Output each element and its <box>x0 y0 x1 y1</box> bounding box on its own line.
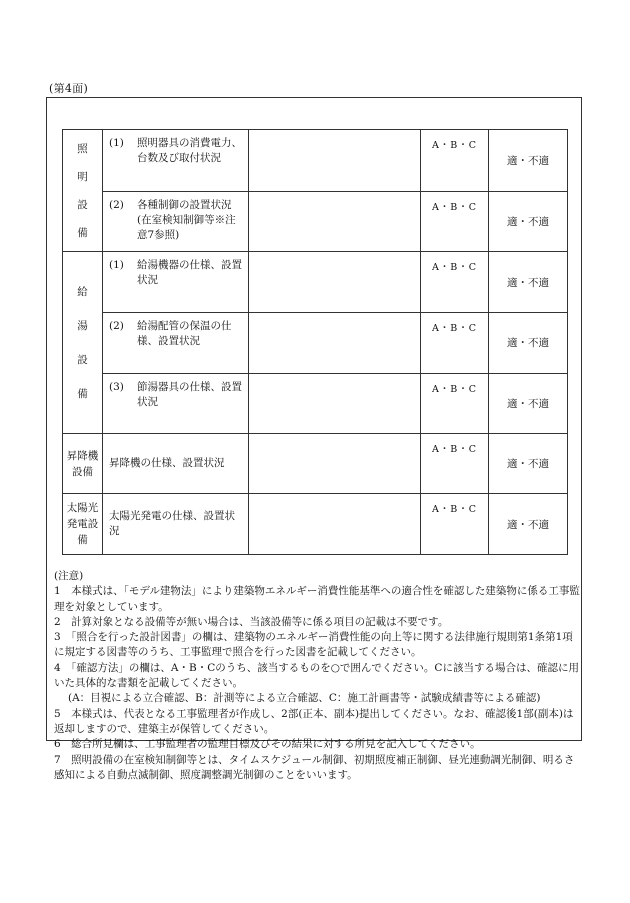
note-1: 1 本様式は、「モデル建物法」により建築物エネルギー消費性能基準への適合性を確認した建築物に係る工事監理を対象としています。 <box>54 585 580 613</box>
table-row <box>63 313 568 373</box>
method-cell[interactable]: A・B・C <box>421 494 489 555</box>
design-doc-cell[interactable] <box>249 252 421 313</box>
design-doc-cell[interactable] <box>249 313 421 373</box>
table-row <box>63 434 568 494</box>
category-elevator: 昇降機 設備 <box>63 434 103 494</box>
judgment-cell[interactable]: 適・不適 <box>489 313 568 373</box>
item-hot-water-3: (3) 節湯器具の仕様、設置状況 <box>103 373 249 433</box>
judgment-cell[interactable]: 適・不適 <box>489 252 568 313</box>
inspection-table <box>62 129 568 555</box>
category-lighting: 照 明 設 備 <box>63 130 103 252</box>
method-cell[interactable]: A・B・C <box>421 313 489 373</box>
note-4-legend: (A：目視による立合確認、B：計測等による立合確認、C：施工計画書等・試験成績書等による確認) <box>68 692 541 705</box>
category-solar: 太陽光 発電設備 <box>63 494 103 555</box>
judgment-cell[interactable]: 適・不適 <box>489 494 568 555</box>
method-cell[interactable]: A・B・C <box>421 434 489 494</box>
item-hot-water-1: (1) 給湯機器の仕様、設置状況 <box>103 252 249 313</box>
judgment-cell[interactable]: 適・不適 <box>489 373 568 433</box>
design-doc-cell[interactable] <box>249 130 421 192</box>
table-row <box>63 494 568 555</box>
judgment-cell[interactable]: 適・不適 <box>489 434 568 494</box>
note-4: 4 「確認方法」の欄は、A・B・Cのうち、該当するものを○で囲んでください。Cに該当する場合は、確認に用いた具体的な書類を記載してください。 <box>54 661 579 690</box>
item-elevator: 昇降機の仕様、設置状況 <box>103 434 249 494</box>
category-hot-water: 給 湯 設 備 <box>63 252 103 434</box>
method-cell[interactable]: A・B・C <box>421 130 489 192</box>
note-5: 5 本様式は、代表となる工事監理者が作成し、2部(正本、副本)提出してください。なお、確認後1部(副本)は返却しますので、建築主が保管してください。 <box>54 707 574 735</box>
judgment-cell[interactable]: 適・不適 <box>489 191 568 252</box>
judgment-cell[interactable]: 適・不適 <box>489 130 568 192</box>
design-doc-cell[interactable] <box>249 494 421 555</box>
design-doc-cell[interactable] <box>249 373 421 433</box>
table-row <box>63 191 568 252</box>
table-row <box>63 373 568 433</box>
method-cell[interactable]: A・B・C <box>421 252 489 313</box>
note-7: 7 照明設備の在室検知制御等とは、タイムスケジュール制御、初期照度補正制御、昼光連動調光制御、明るさ感知による自動点滅制御、照度調整調光制御のことをいいます。 <box>54 753 575 781</box>
item-lighting-1: (1) 照明器具の消費電力、台数及び取付状況 <box>103 130 249 192</box>
table-row <box>63 130 568 192</box>
item-solar: 太陽光発電の仕様、設置状況 <box>103 494 249 555</box>
design-doc-cell[interactable] <box>249 191 421 252</box>
design-doc-cell[interactable] <box>249 434 421 494</box>
table-row <box>63 252 568 313</box>
item-lighting-2: (2) 各種制御の設置状況(在室検知制御等※注意7参照) <box>103 191 249 252</box>
note-6: 6 総合所見欄は、工事監理者の監理目標及びその結果に対する所見を記入してください。 <box>54 738 481 751</box>
notes-heading: (注意) <box>54 570 84 582</box>
note-2: 2 計算対象となる設備等が無い場合は、当該設備等に係る項目の記載は不要です。 <box>54 615 449 628</box>
method-cell[interactable]: A・B・C <box>421 373 489 433</box>
method-cell[interactable]: A・B・C <box>421 191 489 252</box>
note-3: 3 「照合を行った設計図書」の欄は、建築物のエネルギー消費性能の向上等に関する法律施行規則第1条第1項に規定する図書等のうち、工事監理で照合を行った図書を記載してください。 <box>54 631 573 659</box>
page-label: (第4面) <box>49 82 89 95</box>
item-hot-water-2: (2) 給湯配管の保温の仕様、設置状況 <box>103 313 249 373</box>
notes-section <box>54 569 580 783</box>
